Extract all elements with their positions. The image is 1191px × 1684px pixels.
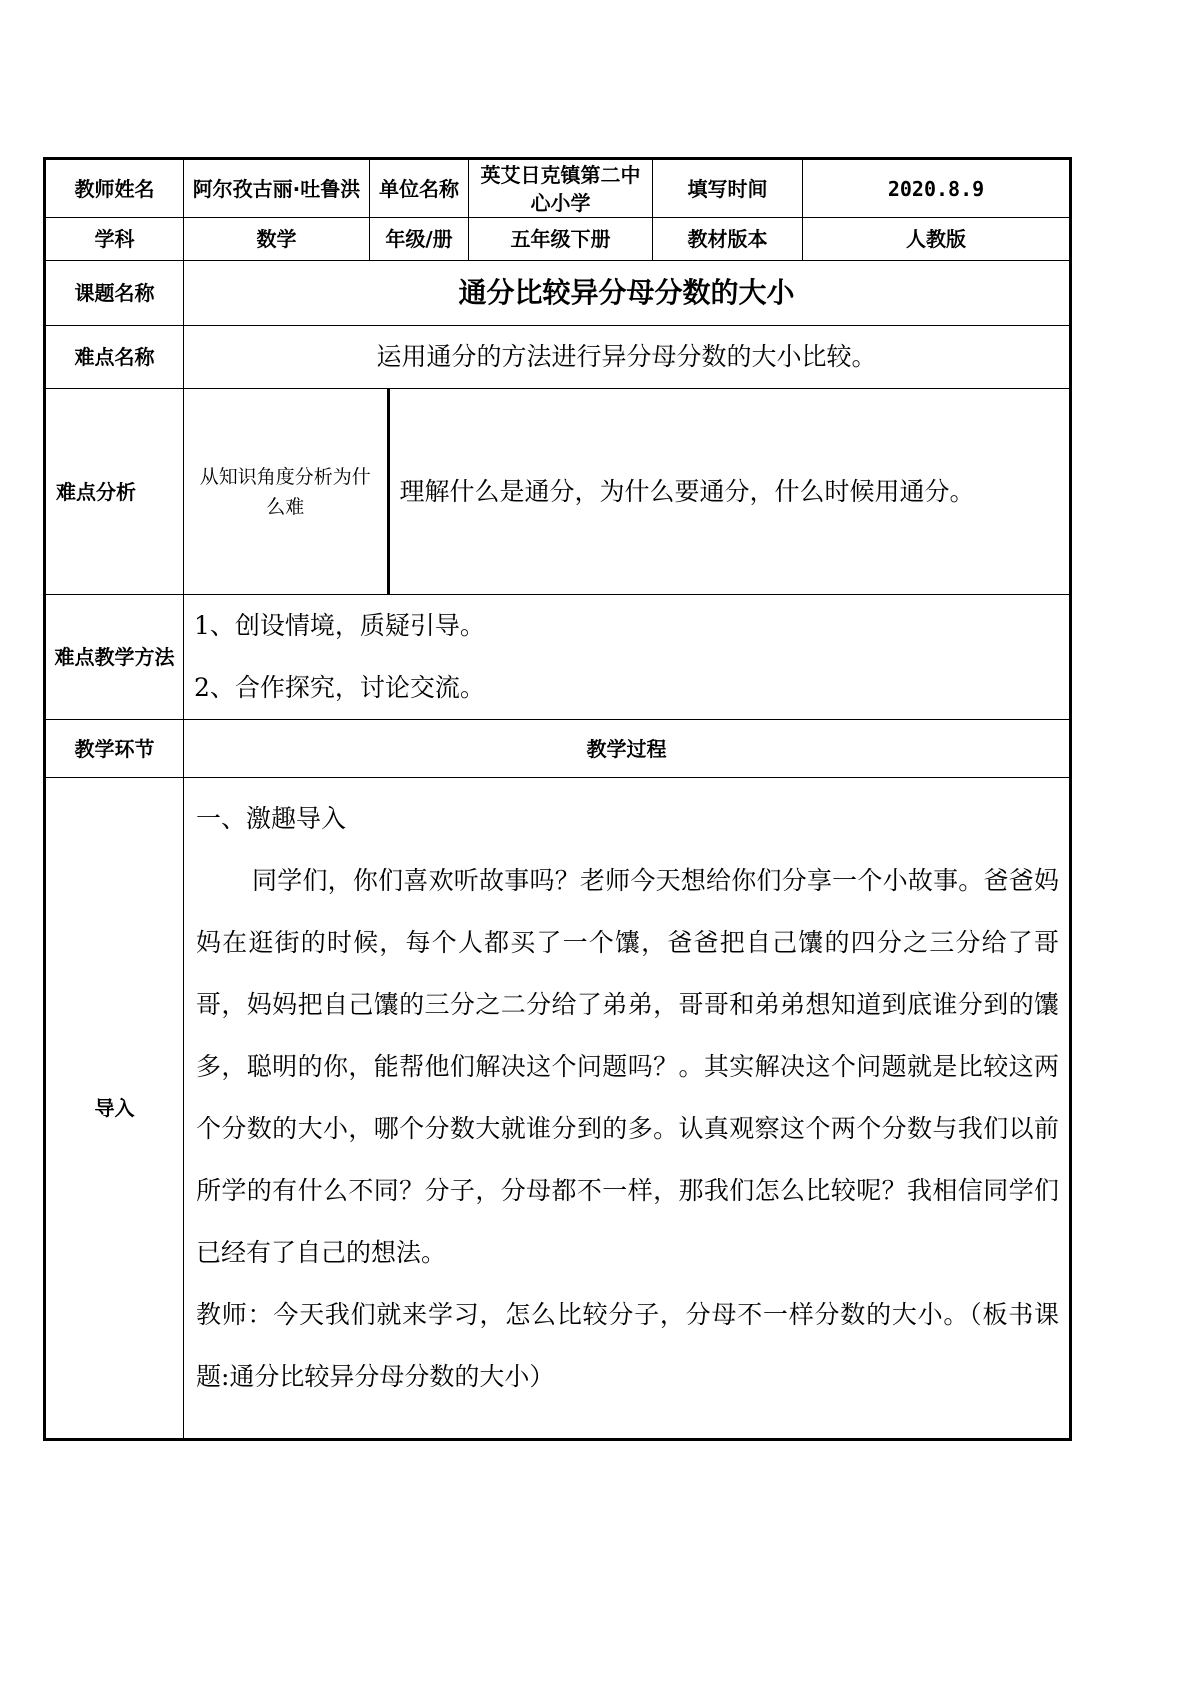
stage-name: 导入 bbox=[45, 778, 184, 1440]
analysis-sub-label: 从知识角度分析为什么难 bbox=[199, 465, 371, 518]
grade-value: 五年级下册 bbox=[469, 218, 653, 261]
date-value: 2020.8.9 bbox=[803, 159, 1071, 218]
analysis-cell bbox=[184, 389, 1071, 595]
difficulty-row bbox=[45, 326, 1071, 389]
subject-label: 学科 bbox=[45, 218, 184, 261]
process-column-header: 教学过程 bbox=[184, 720, 1071, 778]
process-teacher-line: 教师：今天我们就来学习，怎么比较分子，分母不一样分数的大小。（板书课题:通分比较异分母分数的大小） bbox=[196, 1300, 1059, 1391]
topic-title: 通分比较异分母分数的大小 bbox=[184, 261, 1071, 326]
difficulty-name: 运用通分的方法进行异分母分数的大小比较。 bbox=[184, 326, 1071, 389]
analysis-text: 理解什么是通分，为什么要通分，什么时候用通分。 bbox=[388, 389, 1069, 594]
grade-label: 年级/册 bbox=[370, 218, 469, 261]
edition-value: 人教版 bbox=[803, 218, 1071, 261]
edition-label: 教材版本 bbox=[653, 218, 803, 261]
date-label: 填写时间 bbox=[653, 159, 803, 218]
process-row bbox=[45, 778, 1071, 1440]
unit-name: 英艾日克镇第二中心小学 bbox=[469, 159, 653, 218]
subject-value: 数学 bbox=[184, 218, 370, 261]
process-paragraph: 同学们，你们喜欢听故事吗？老师今天想给你们分享一个小故事。爸爸妈妈在逛街的时候，每个人都买了一个馕，爸爸把自己馕的四分之三分给了哥哥，妈妈把自己馕的三分之二分给了弟弟，哥哥和弟弟想知道到底谁分到的馕多，聪明的你，能帮他们解决这个问题吗？。其实解决这个问题就是比较这两个分数的大小，哪个分数大就谁分到的多。认真观察这个两个分数与我们以前所学的有什么不同？分子，分母都不一样，那我们怎么比较呢？我相信同学们已经有了自己的想法。 bbox=[196, 866, 1059, 1267]
analysis-row bbox=[45, 389, 1071, 595]
analysis-label: 难点分析 bbox=[45, 389, 184, 595]
unit-label: 单位名称 bbox=[370, 159, 469, 218]
header-row-2 bbox=[45, 218, 1071, 261]
method-item: 1、创设情境，质疑引导。 bbox=[194, 611, 485, 640]
teacher-label: 教师姓名 bbox=[45, 159, 184, 218]
methods-label: 难点教学方法 bbox=[45, 595, 184, 720]
methods-list bbox=[184, 595, 1071, 720]
methods-row bbox=[45, 595, 1071, 720]
header-row-1 bbox=[45, 159, 1071, 218]
lesson-plan-table bbox=[43, 157, 1072, 1441]
difficulty-label: 难点名称 bbox=[45, 326, 184, 389]
teacher-name: 阿尔孜古丽·吐鲁洪 bbox=[184, 159, 370, 218]
process-body bbox=[184, 778, 1071, 1440]
topic-label: 课题名称 bbox=[45, 261, 184, 326]
topic-row bbox=[45, 261, 1071, 326]
stage-column-header: 教学环节 bbox=[45, 720, 184, 778]
process-header-row bbox=[45, 720, 1071, 778]
process-heading: 一、激趣导入 bbox=[196, 804, 347, 833]
method-item: 2、合作探究，讨论交流。 bbox=[194, 673, 485, 702]
